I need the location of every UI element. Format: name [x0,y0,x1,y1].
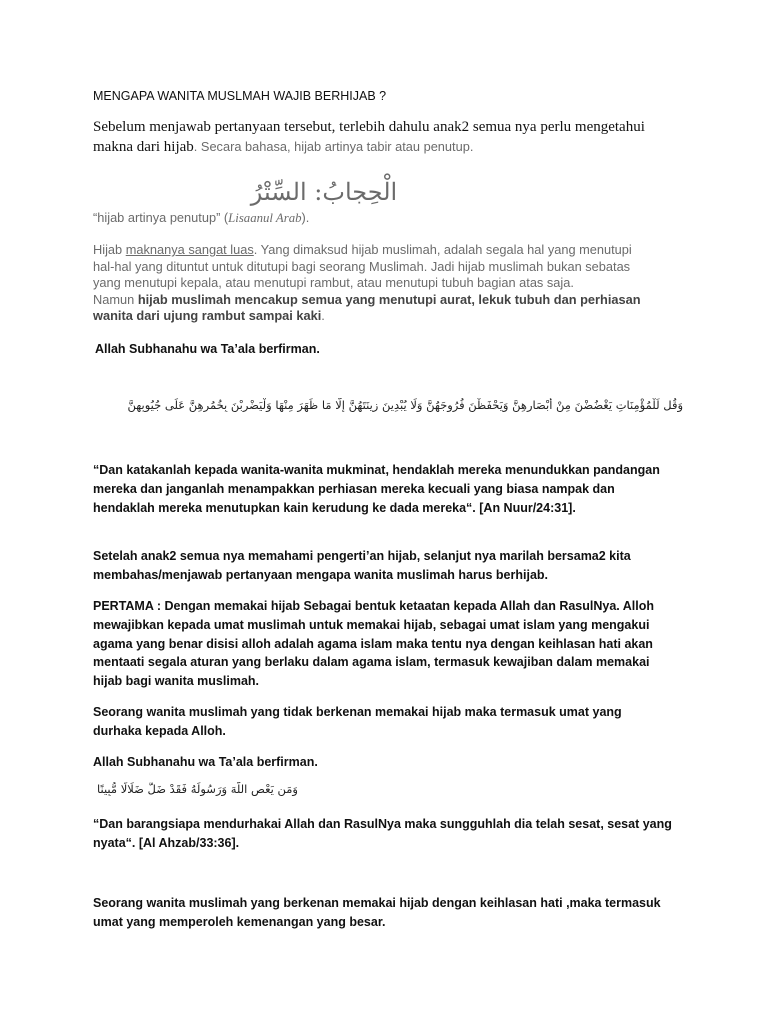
definition-prefix: “hijab artinya penutup” ( [93,210,229,225]
meaning-line-5 [93,308,683,325]
meaning-part1: Hijab [93,242,126,257]
intro-paragraph [93,117,683,157]
meaning-line-2: hal-hal yang dituntut untuk ditutupi bagi seorang Muslimah. Jadi hijab muslimah bukan sebatas [93,258,631,274]
allah-says-2: Allah Subhanahu wa Ta’ala berfirman. [93,755,318,769]
durhaka-paragraph: Seorang wanita muslimah yang tidak berkenan memakai hijab maka termasuk umat yang durhaka kepada Alloh. [93,705,622,738]
verse-1-arabic: وَقُل لِّلْمُؤْمِنَاتِ يَغْضُضْنَ مِنْ أَبْصَارِهِنَّ وَيَحْفَظْنَ فُرُوجَهُنَّ وَلَا يُبْدِينَ زِينَتَهُنَّ إِلَّا مَا ظَهَرَ مِنْهَا وَلْيَضْرِبْنَ بِخُمُرِهِنَّ عَلَى جُيُوبِهِنَّ [127,398,683,412]
document-title: MENGAPA WANITA MUSLMAH WAJIB BERHIJAB ? [93,89,387,103]
transition-paragraph: Setelah anak2 semua nya memahami pengerti’an hijab, selanjut nya marilah bersama2 kita membahas/menjawab pertanyaan mengapa wanita muslimah harus berhijab. [93,549,631,582]
definition-line [93,210,693,227]
meaning-bold-line: hijab muslimah mencakup semua yang menutupi aurat, lekuk tubuh dan perhiasan [137,291,641,307]
meaning-namun: Namun [93,291,138,307]
definition-source: Lisaanul Arab [228,211,302,225]
verse-2-arabic: وَمَن يَعْصِ اللَّهَ وَرَسُولَهُ فَقَدْ ضَلَّ ضَلَالًا مُّبِينًا [96,782,298,796]
verse-2-translation: “Dan barangsiapa mendurhakai Allah dan RasulNya maka sungguhlah dia telah sesat, sesat yang nyata“. [Al Ahzab/33:36]. [93,817,672,850]
meaning-underlined: maknanya sangat luas [125,242,254,257]
meaning-line-3: yang menutupi kepala, atau menutupi rambut, atau menutupi tubuh bagian atas saja. [93,275,574,291]
allah-says-1: Allah Subhanahu wa Ta’ala berfirman. [95,342,320,356]
meaning-end: . [321,308,325,324]
meaning-line-1 [93,242,683,259]
intro-serif-text: Sebelum menjawab pertanyaan tersebut, terlebih dahulu anak2 semua nya perlu mengetahui makna dari hijab [93,119,645,155]
definition-suffix: ). [301,210,310,225]
pertama-paragraph: PERTAMA : Dengan memakai hijab Sebagai bentuk ketaatan kepada Allah dan RasulNya. Alloh mewajibkan kepada umat muslimah untuk memakai hijab, sebagai umat islam yang mengakui agama yang benar disisi alloh adalah agama islam maka tentu nya dengan keihlasan hati akan mentaati segala aturan yang berlaku dalam agama islam, termasuk kewajiban dalam memakai hijab bagi wanita muslimah. [93,599,655,689]
arabic-heading: الْحِجابُ: السِّتْرُ [250,178,398,206]
meaning-paragraph [93,242,683,325]
meaning-line-4 [93,292,683,309]
closing-paragraph: Seorang wanita muslimah yang berkenan memakai hijab dengan keihlasan hati ,maka termasuk umat yang memperoleh kemenangan yang besar. [93,896,661,929]
meaning-part2: . Yang dimaksud hijab muslimah, adalah segala hal yang menutupi [253,242,632,257]
meaning-bold-line-2: wanita dari ujung rambut sampai kaki [93,308,322,324]
verse-1-translation: “Dan katakanlah kepada wanita-wanita mukminat, hendaklah mereka menundukkan pandangan mereka dan janganlah menampakkan perhiasan mereka kecuali yang biasa nampak dan hendaklah mereka menutupkan kain kerudung ke dada mereka“. [An Nuur/24:31]. [93,463,660,515]
intro-grey-text: . Secara bahasa, hijab artinya tabir atau penutup. [193,139,474,154]
